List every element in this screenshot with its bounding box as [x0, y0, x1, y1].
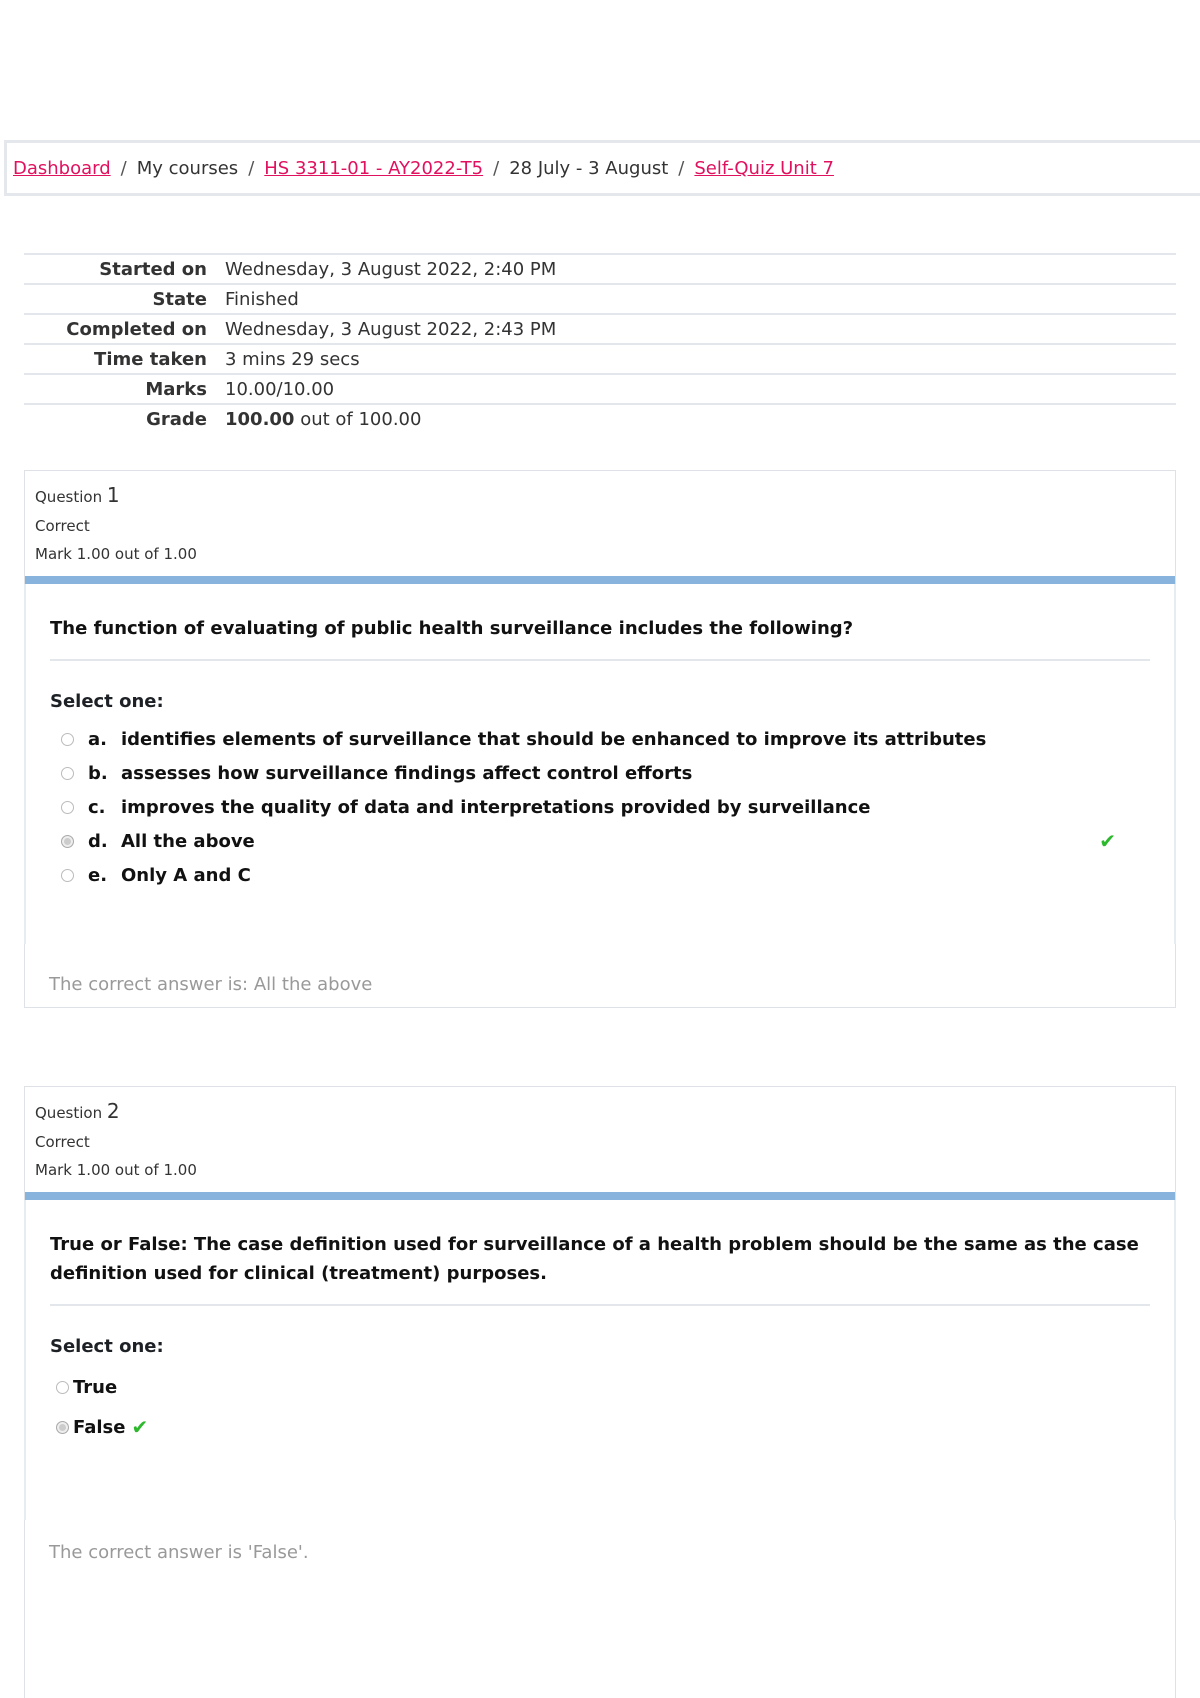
answer-option-false[interactable] [50, 1407, 1150, 1447]
answer-option-d[interactable] [50, 824, 1150, 858]
option-text: False [73, 1416, 126, 1438]
select-prompt: Select one: [50, 1336, 164, 1357]
radio-button[interactable] [61, 869, 74, 882]
breadcrumb [4, 140, 1200, 196]
breadcrumb-my-courses: My courses [136, 157, 239, 179]
summary-row-started [24, 254, 1176, 284]
summary-row-grade [24, 404, 1176, 434]
breadcrumb-week: 28 July - 3 August [509, 157, 669, 179]
attempt-summary-table [24, 253, 1176, 434]
grade-value [225, 404, 1176, 434]
check-icon: ✔ [1099, 829, 1116, 853]
answer-option-true[interactable] [50, 1367, 1150, 1407]
option-text: identifies elements of surveillance that should be enhanced to improve its attributes [121, 728, 987, 750]
state-label: State [152, 288, 207, 310]
radio-button[interactable] [56, 1381, 69, 1394]
breadcrumb-separator: / [120, 157, 127, 179]
summary-row-state [24, 284, 1176, 314]
correct-answer-feedback: The correct answer is 'False'. [49, 1542, 309, 1563]
option-text: Only A and C [121, 864, 251, 886]
question-number: 1 [106, 483, 120, 507]
question-divider-bar [25, 1192, 1175, 1200]
breadcrumb-dashboard-link[interactable]: Dashboard [13, 157, 111, 179]
select-prompt: Select one: [50, 691, 164, 712]
completed-label: Completed on [66, 318, 207, 340]
option-letter: c. [88, 796, 106, 818]
question-info [25, 1087, 1175, 1192]
question-text: True or False: The case definition used for surveillance of a health problem should be the same as the case definition used for clinical (treatment) purposes. [50, 1230, 1150, 1306]
question-mark: Mark 1.00 out of 1.00 [35, 545, 197, 563]
radio-button-selected[interactable] [61, 835, 74, 848]
correct-answer-feedback: The correct answer is: All the above [49, 974, 373, 995]
option-text: All the above [121, 830, 255, 852]
grade-rest: out of 100.00 [300, 409, 422, 430]
summary-row-marks [24, 374, 1176, 404]
answer-option-e[interactable] [50, 858, 1150, 892]
answer-option-a[interactable] [50, 722, 1150, 756]
breadcrumb-course-link[interactable]: HS 3311-01 - AY2022-T5 [264, 157, 484, 179]
option-letter: e. [88, 864, 108, 886]
breadcrumb-separator: / [248, 157, 255, 179]
marks-label: Marks [145, 378, 207, 400]
radio-button[interactable] [61, 733, 74, 746]
option-letter: b. [88, 762, 108, 784]
answer-option-c[interactable] [50, 790, 1150, 824]
radio-button-selected[interactable] [56, 1421, 69, 1434]
question-content [24, 584, 1176, 944]
question-mark: Mark 1.00 out of 1.00 [35, 1161, 197, 1179]
question-status: Correct [35, 517, 90, 535]
completed-value: Wednesday, 3 August 2022, 2:43 PM [225, 318, 557, 340]
question-1 [24, 470, 1176, 1008]
question-2 [24, 1086, 1176, 1698]
breadcrumb-separator: / [678, 157, 685, 179]
option-letter: a. [88, 728, 107, 750]
check-icon: ✔ [131, 1415, 149, 1439]
time-label: Time taken [94, 348, 207, 370]
option-text: improves the quality of data and interpretations provided by surveillance [121, 796, 871, 818]
started-value: Wednesday, 3 August 2022, 2:40 PM [225, 258, 557, 280]
answer-option-b[interactable] [50, 756, 1150, 790]
summary-row-time [24, 344, 1176, 374]
question-content [24, 1200, 1176, 1520]
radio-button[interactable] [61, 767, 74, 780]
option-letter: d. [88, 830, 108, 852]
option-text: True [73, 1376, 118, 1398]
state-value: Finished [225, 288, 299, 310]
time-value: 3 mins 29 secs [225, 348, 360, 370]
question-label: Question [35, 1104, 103, 1122]
summary-row-completed [24, 314, 1176, 344]
grade-score: 100.00 [225, 409, 295, 430]
question-divider-bar [25, 576, 1175, 584]
question-status: Correct [35, 1133, 90, 1151]
marks-value: 10.00/10.00 [225, 378, 335, 400]
breadcrumb-separator: / [493, 157, 500, 179]
question-text: The function of evaluating of public health surveillance includes the following? [50, 614, 1150, 661]
question-label: Question [35, 488, 103, 506]
started-label: Started on [99, 258, 207, 280]
breadcrumb-quiz-link[interactable]: Self-Quiz Unit 7 [694, 157, 834, 179]
grade-label: Grade [146, 409, 207, 430]
question-number: 2 [106, 1099, 120, 1123]
option-text: assesses how surveillance findings affect control efforts [121, 762, 693, 784]
question-info [25, 471, 1175, 576]
radio-button[interactable] [61, 801, 74, 814]
